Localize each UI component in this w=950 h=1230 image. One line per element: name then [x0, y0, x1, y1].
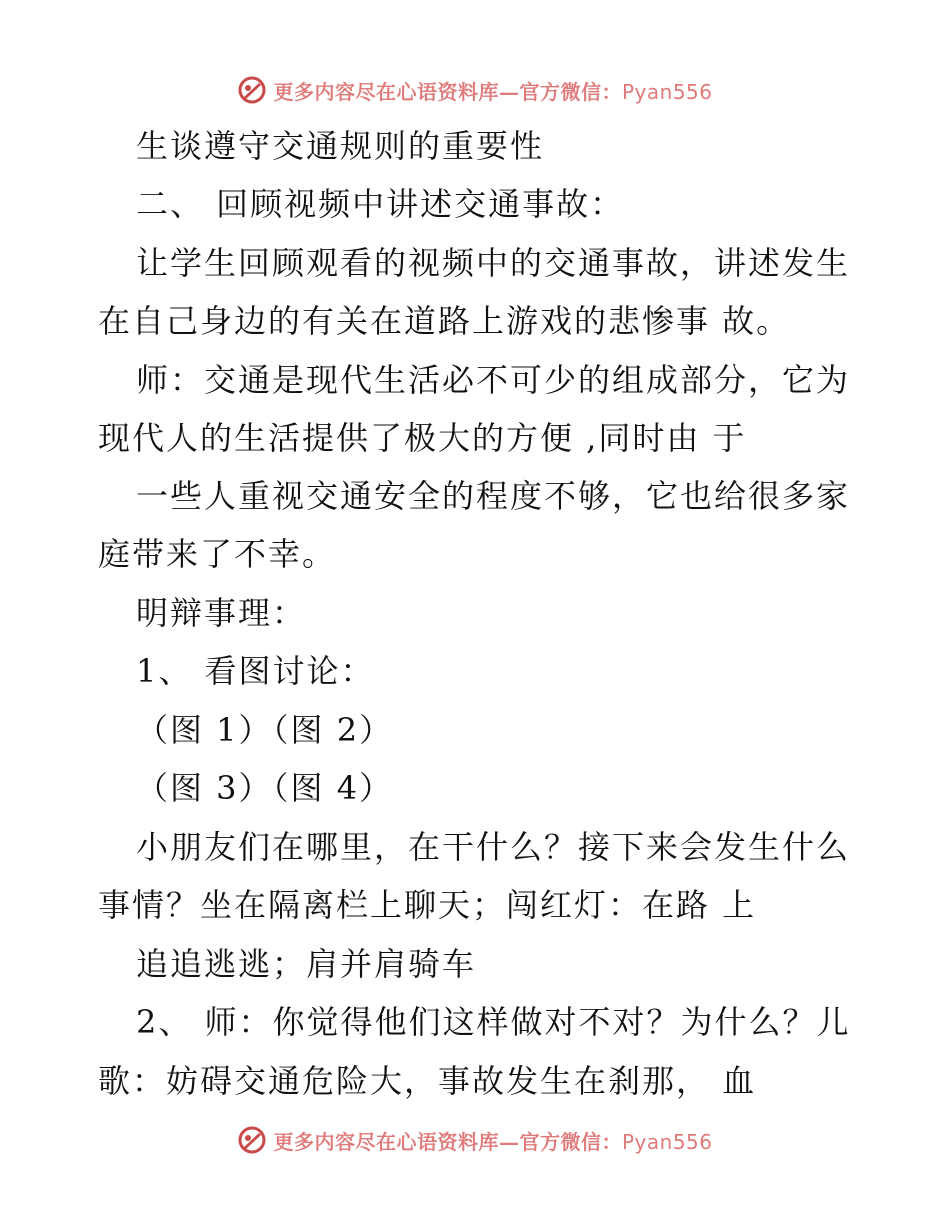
text-line: 事情？坐在隔离栏上聊天；闯红灯：在路 上	[98, 886, 757, 924]
header-banner-label: 官方微信：	[519, 79, 622, 104]
footer-banner	[0, 1120, 950, 1160]
header-banner	[0, 70, 950, 110]
text-line: 生谈遵守交通规则的重要性	[136, 127, 545, 165]
footer-banner-id: Pyan556	[621, 1129, 713, 1154]
text-line: 1、 看图讨论：	[136, 652, 375, 690]
text-line: 小朋友们在哪里，在干什么？接下来会发生什么	[136, 828, 851, 866]
text-line: 师：交通是现代生活必不可少的组成部分，它为	[136, 361, 851, 399]
text-line: （图 1）（图 2）	[136, 711, 394, 749]
text-line: （图 3）（图 4）	[136, 769, 394, 807]
text-line: 让学生回顾观看的视频中的交通事故，讲述发生	[136, 244, 851, 282]
footer-banner-label: 官方微信：	[519, 1129, 622, 1154]
header-banner-sep: —	[498, 79, 520, 104]
footer-banner-sep: —	[498, 1129, 520, 1154]
text-line: 追追逃逃；肩并肩骑车	[136, 945, 477, 983]
header-banner-text	[273, 76, 712, 105]
header-banner-id: Pyan556	[621, 79, 713, 104]
logo-icon	[237, 75, 267, 105]
footer-banner-text	[273, 1126, 712, 1155]
text-line: 歌：妨碍交通危险大，事故发生在刹那， 血	[98, 1062, 757, 1100]
text-line: 一些人重视交通安全的程度不够，它也给很多家	[136, 477, 851, 515]
logo-icon	[237, 1125, 267, 1155]
text-line: 庭带来了不幸。	[98, 535, 337, 573]
text-line: 明辩事理：	[136, 594, 307, 632]
text-line: 在自己身边的有关在道路上游戏的悲惨事 故。	[98, 302, 791, 340]
text-line: 2、 师：你觉得他们这样做对不对？为什么？儿	[136, 1003, 851, 1041]
footer-banner-main: 更多内容尽在心语资料库	[273, 1129, 499, 1154]
header-banner-main: 更多内容尽在心语资料库	[273, 79, 499, 104]
text-line: 现代人的生活提供了极大的方便 ,同时由 于	[98, 419, 747, 457]
text-line: 二、 回顾视频中讲述交通事故：	[136, 185, 625, 223]
